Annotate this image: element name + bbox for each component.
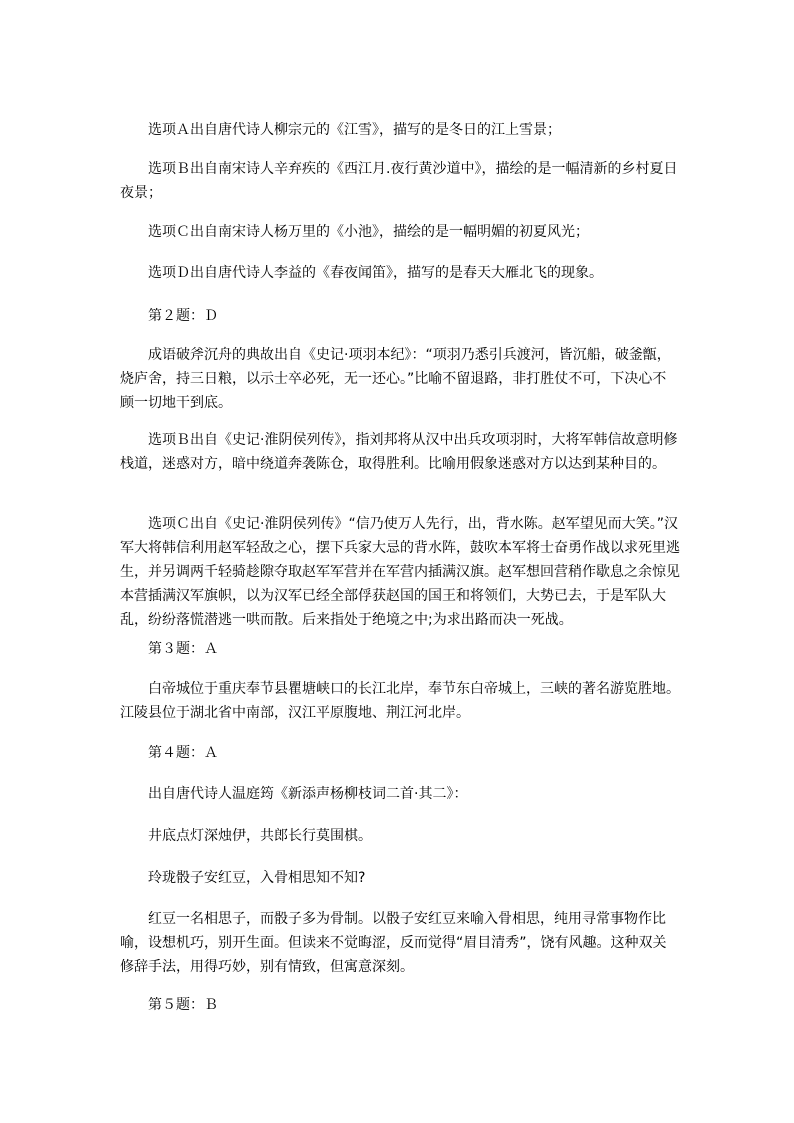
answer-heading-q3: 第３题：Ａ	[148, 641, 218, 657]
paragraph-option-b-xijiangyue: 选项Ｂ出自南宋诗人辛弃疾的《西江月.夜行黄沙道中》，描绘的是一幅清新的乡村夏日夜景；	[120, 161, 678, 201]
answer-heading-q2: 第２题：Ｄ	[148, 308, 218, 324]
paragraph-baidicheng: 白帝城位于重庆奉节县瞿塘峡口的长江北岸，奉节东白帝城上，三峡的著名游览胜地。江陵县位于湖北省中南部，汉江平原腹地、荆江河北岸。	[120, 681, 680, 721]
answer-heading-q4: 第４题：Ａ	[148, 745, 218, 761]
answer-heading-q5: 第５题：Ｂ	[148, 997, 218, 1013]
paragraph-poem-line-2: 玲珑骰子安红豆，入骨相思知不知?	[148, 870, 366, 886]
paragraph-poem-explanation: 红豆一名相思子，而骰子多为骨制。以骰子安红豆来喻入骨相思，纯用寻常事物作比喻，设想机巧，别开生面。但读来不觉晦涩，反而觉得“眉目清秀”，饶有风趣。这种双关修辞手法，用得巧妙，别有情致，但寓意深刻。	[120, 911, 667, 975]
paragraph-option-b-mingxiuzhandao: 选项Ｂ出自《史记·淮阴侯列传》，指刘邦将从汉中出兵攻项羽时，大将军韩信故意明修栈道，迷惑对方，暗中绕道奔袭陈仓，取得胜利。比喻用假象迷惑对方以达到某种目的。	[120, 432, 678, 472]
paragraph-option-a-jiangxue: 选项Ａ出自唐代诗人柳宗元的《江雪》，描写的是冬日的江上雪景；	[148, 122, 561, 138]
paragraph-option-d-chunyewendi: 选项Ｄ出自唐代诗人李益的《春夜闻笛》，描写的是春天大雁北飞的现象。	[148, 265, 603, 281]
paragraph-option-c-xiaochi: 选项Ｃ出自南宋诗人杨万里的《小池》，描绘的是一幅明媚的初夏风光；	[148, 224, 589, 240]
paragraph-poem-line-1: 井底点灯深烛伊，共郎长行莫围棋。	[148, 828, 372, 844]
paragraph-option-c-beishuizhan: 选项Ｃ出自《史记·淮阴侯列传》“信乃使万人先行，出，背水陈。赵军望见而大笑。”汉军大将韩信利用赵军轻敌之心，摆下兵家大忌的背水阵，鼓吹本军将士奋勇作战以求死里逃生，并另调两千轻骑趁隙夺取赵军军营并在军营内插满汉旗。赵军想回营稍作歇息之余惊见本营插满汉军旗帜，以为汉军已经全部俘获赵国的国王和将领们，大势已去，于是军队大乱，纷纷落慌潜逃一哄而散。后来指处于绝境之中;为求出路而决一死战。	[120, 516, 680, 628]
paragraph-poem-source: 出自唐代诗人温庭筠《新添声杨柳枝词二首·其二》：	[148, 786, 468, 802]
paragraph-pofuchenzhou: 成语破斧沉舟的典故出自《史记·项羽本纪》：“项羽乃悉引兵渡河，皆沉船，破釜甑，烧庐舍，持三日粮，以示士卒必死，无一还心。”比喻不留退路，非打胜仗不可，下决心不顾一切地干到底。	[120, 347, 671, 411]
